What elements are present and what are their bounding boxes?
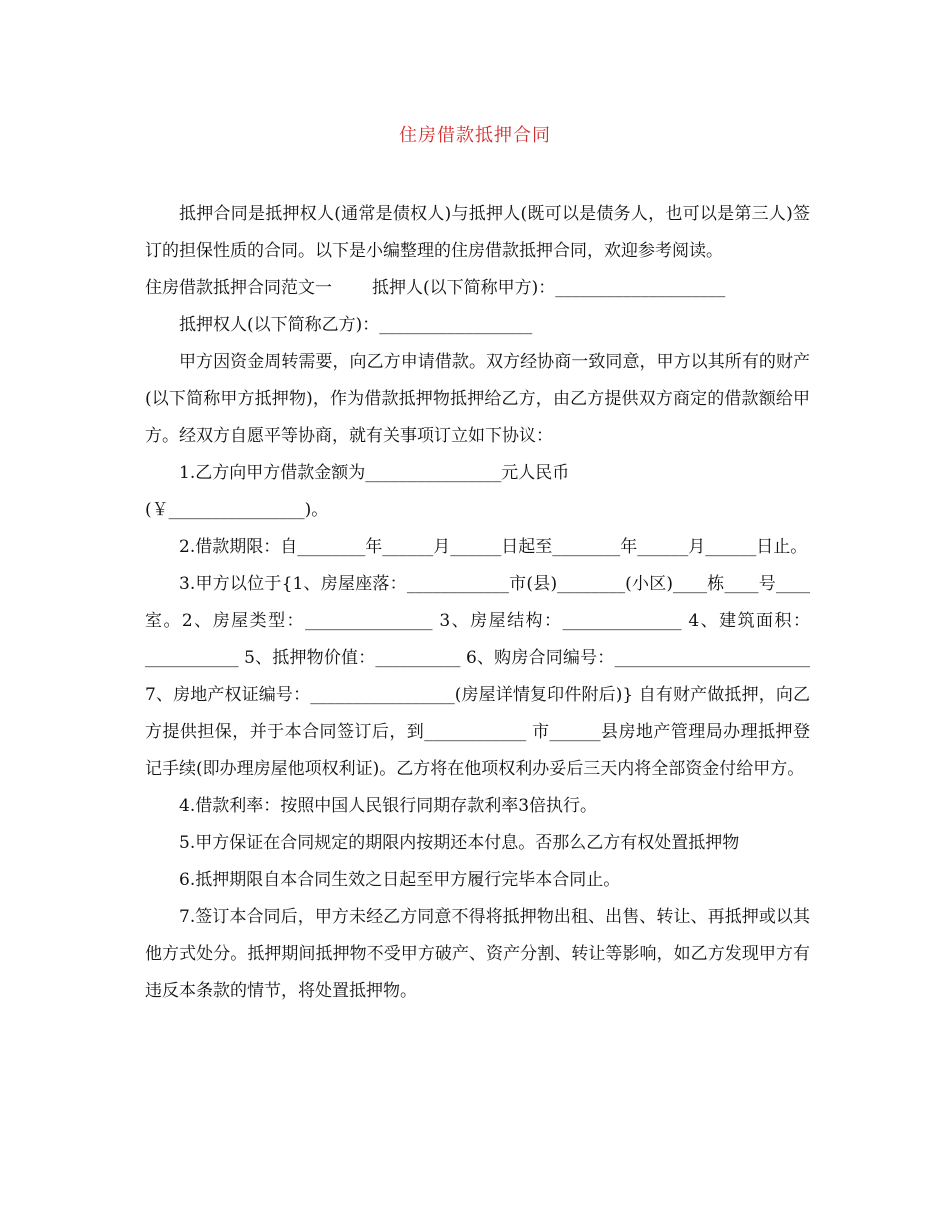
clause-6: 6.抵押期限自本合同生效之日起至甲方履行完毕本合同止。 xyxy=(179,870,621,890)
clause-2: 2.借款期限：自________年______月______日起至________年______月______日止。 xyxy=(179,537,808,557)
sample-heading: 住房借款抵押合同范文一 xyxy=(145,278,332,298)
document-title: 住房借款抵押合同 xyxy=(399,125,551,146)
party-b-line: 抵押权人(以下简称乙方)：__________________ xyxy=(179,315,533,335)
sample-heading-line xyxy=(145,270,810,307)
document-body xyxy=(145,196,810,1010)
clause-3: 3.甲方以位于{1、房屋座落：____________市(县)________(小区)____栋____号____室。2、房屋类型：_______________ 3、房屋结构：______________ 4、建筑面积：___________ 5、抵押物价值：__________ 6、购房合同编号：_______________________ 7、房地产权证编号：_________________(房屋详情复印件附后)} 自有财产做抵押，向乙方提供担保，并于本合同签订后，到____________ 市______县房地产管理局办理抵押登记手续(即办理房屋他项权利证)。乙方将在他项权利办妥后三天内将全部资金付给甲方。 xyxy=(145,574,810,779)
preamble-paragraph: 甲方因资金周转需要，向乙方申请借款。双方经协商一致同意，甲方以其所有的财产(以下简称甲方抵押物)，作为借款抵押物抵押给乙方，由乙方提供双方商定的借款额给甲方。经双方自愿平等协商，就有关事项订立如下协议： xyxy=(145,352,810,446)
clause-1-line-2: (￥________________)。 xyxy=(145,500,329,520)
clause-4: 4.借款利率：按照中国人民银行同期存款利率3倍执行。 xyxy=(179,796,598,816)
clause-7: 7.签订本合同后，甲方未经乙方同意不得将抵押物出租、出售、转让、再抵押或以其他方式处分。抵押期间抵押物不受甲方破产、资产分割、转让等影响，如乙方发现甲方有违反本条款的情节，将处置抵押物。 xyxy=(145,907,810,1001)
clause-1-line-1: 1.乙方向甲方借款金额为________________元人民币 xyxy=(179,463,570,483)
intro-paragraph: 抵押合同是抵押权人(通常是债权人)与抵押人(既可以是债务人，也可以是第三人)签订的担保性质的合同。以下是小编整理的住房借款抵押合同，欢迎参考阅读。 xyxy=(145,204,810,261)
clause-5: 5.甲方保证在合同规定的期限内按期还本付息。否那么乙方有权处置抵押物 xyxy=(179,833,740,853)
party-a-line: 抵押人(以下简称甲方)：____________________ xyxy=(372,278,726,298)
